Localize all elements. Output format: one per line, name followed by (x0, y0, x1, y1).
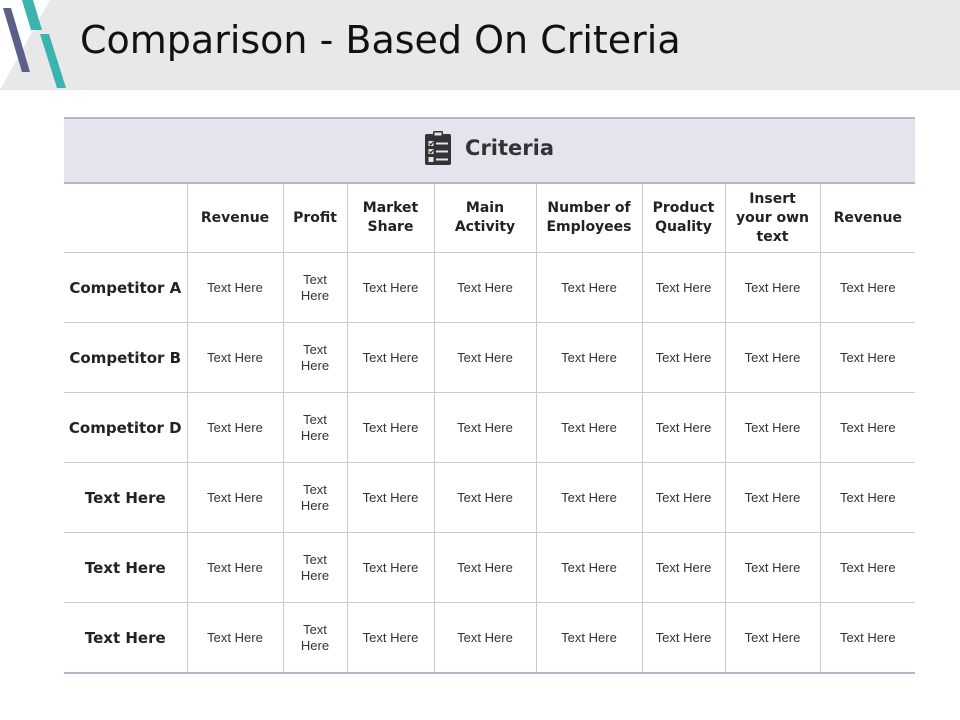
table-cell: Text Here (283, 533, 347, 603)
table-cell: Text Here (347, 253, 434, 323)
page-title: Comparison - Based On Criteria (80, 18, 681, 62)
criteria-label: Criteria (465, 136, 555, 160)
table-cell: Text Here (283, 393, 347, 463)
table-row (64, 393, 915, 463)
table-cell: Text Here (347, 463, 434, 533)
column-header-profit: Profit (283, 183, 347, 253)
table-cell: Text Here (187, 603, 283, 674)
table-cell: Text Here (434, 533, 536, 603)
table-row (64, 463, 915, 533)
column-header-blank (64, 183, 187, 253)
table-cell: Text Here (347, 603, 434, 674)
row-label: Competitor A (64, 253, 187, 323)
table-cell: Text Here (536, 323, 642, 393)
table-cell: Text Here (283, 253, 347, 323)
column-header-market-share: Market Share (347, 183, 434, 253)
table-cell: Text Here (283, 323, 347, 393)
table-row (64, 603, 915, 674)
column-header-product-quality: Product Quality (642, 183, 725, 253)
table-row (64, 253, 915, 323)
row-label: Text Here (64, 533, 187, 603)
column-header-revenue-2: Revenue (820, 183, 915, 253)
comparison-table-wrap (64, 117, 915, 674)
table-cell: Text Here (187, 323, 283, 393)
table-cell: Text Here (434, 603, 536, 674)
table-cell: Text Here (642, 323, 725, 393)
table-row (64, 323, 915, 393)
table-cell: Text Here (347, 323, 434, 393)
table-row (64, 533, 915, 603)
table-cell: Text Here (434, 323, 536, 393)
table-cell: Text Here (642, 603, 725, 674)
table-cell: Text Here (187, 463, 283, 533)
table-cell: Text Here (725, 463, 820, 533)
accent-stripes-icon (0, 0, 90, 90)
table-cell: Text Here (820, 603, 915, 674)
table-cell: Text Here (725, 603, 820, 674)
row-label: Competitor D (64, 393, 187, 463)
column-header-main-activity: Main Activity (434, 183, 536, 253)
table-cell: Text Here (536, 463, 642, 533)
table-cell: Text Here (434, 253, 536, 323)
table-cell: Text Here (820, 393, 915, 463)
column-header-number-of-employees: Number of Employees (536, 183, 642, 253)
criteria-header (64, 118, 915, 183)
table-cell: Text Here (820, 533, 915, 603)
column-header-revenue: Revenue (187, 183, 283, 253)
table-cell: Text Here (536, 393, 642, 463)
table-cell: Text Here (283, 603, 347, 674)
table-cell: Text Here (347, 393, 434, 463)
table-cell: Text Here (187, 393, 283, 463)
table-cell: Text Here (187, 533, 283, 603)
table-cell: Text Here (642, 463, 725, 533)
table-cell: Text Here (725, 533, 820, 603)
row-label: Competitor B (64, 323, 187, 393)
row-label: Text Here (64, 463, 187, 533)
table-cell: Text Here (536, 533, 642, 603)
column-header-insert-your-own-text: Insert your own text (725, 183, 820, 253)
table-cell: Text Here (536, 253, 642, 323)
table-cell: Text Here (347, 533, 434, 603)
table-cell: Text Here (283, 463, 347, 533)
table-cell: Text Here (642, 393, 725, 463)
table-cell: Text Here (642, 533, 725, 603)
table-cell: Text Here (820, 323, 915, 393)
table-cell: Text Here (820, 253, 915, 323)
table-cell: Text Here (434, 463, 536, 533)
comparison-table (64, 117, 915, 674)
row-label: Text Here (64, 603, 187, 674)
table-cell: Text Here (187, 253, 283, 323)
table-cell: Text Here (642, 253, 725, 323)
table-cell: Text Here (434, 393, 536, 463)
table-cell: Text Here (536, 603, 642, 674)
table-cell: Text Here (725, 253, 820, 323)
table-cell: Text Here (820, 463, 915, 533)
table-cell: Text Here (725, 323, 820, 393)
clipboard-checklist-icon (425, 131, 451, 165)
table-cell: Text Here (725, 393, 820, 463)
